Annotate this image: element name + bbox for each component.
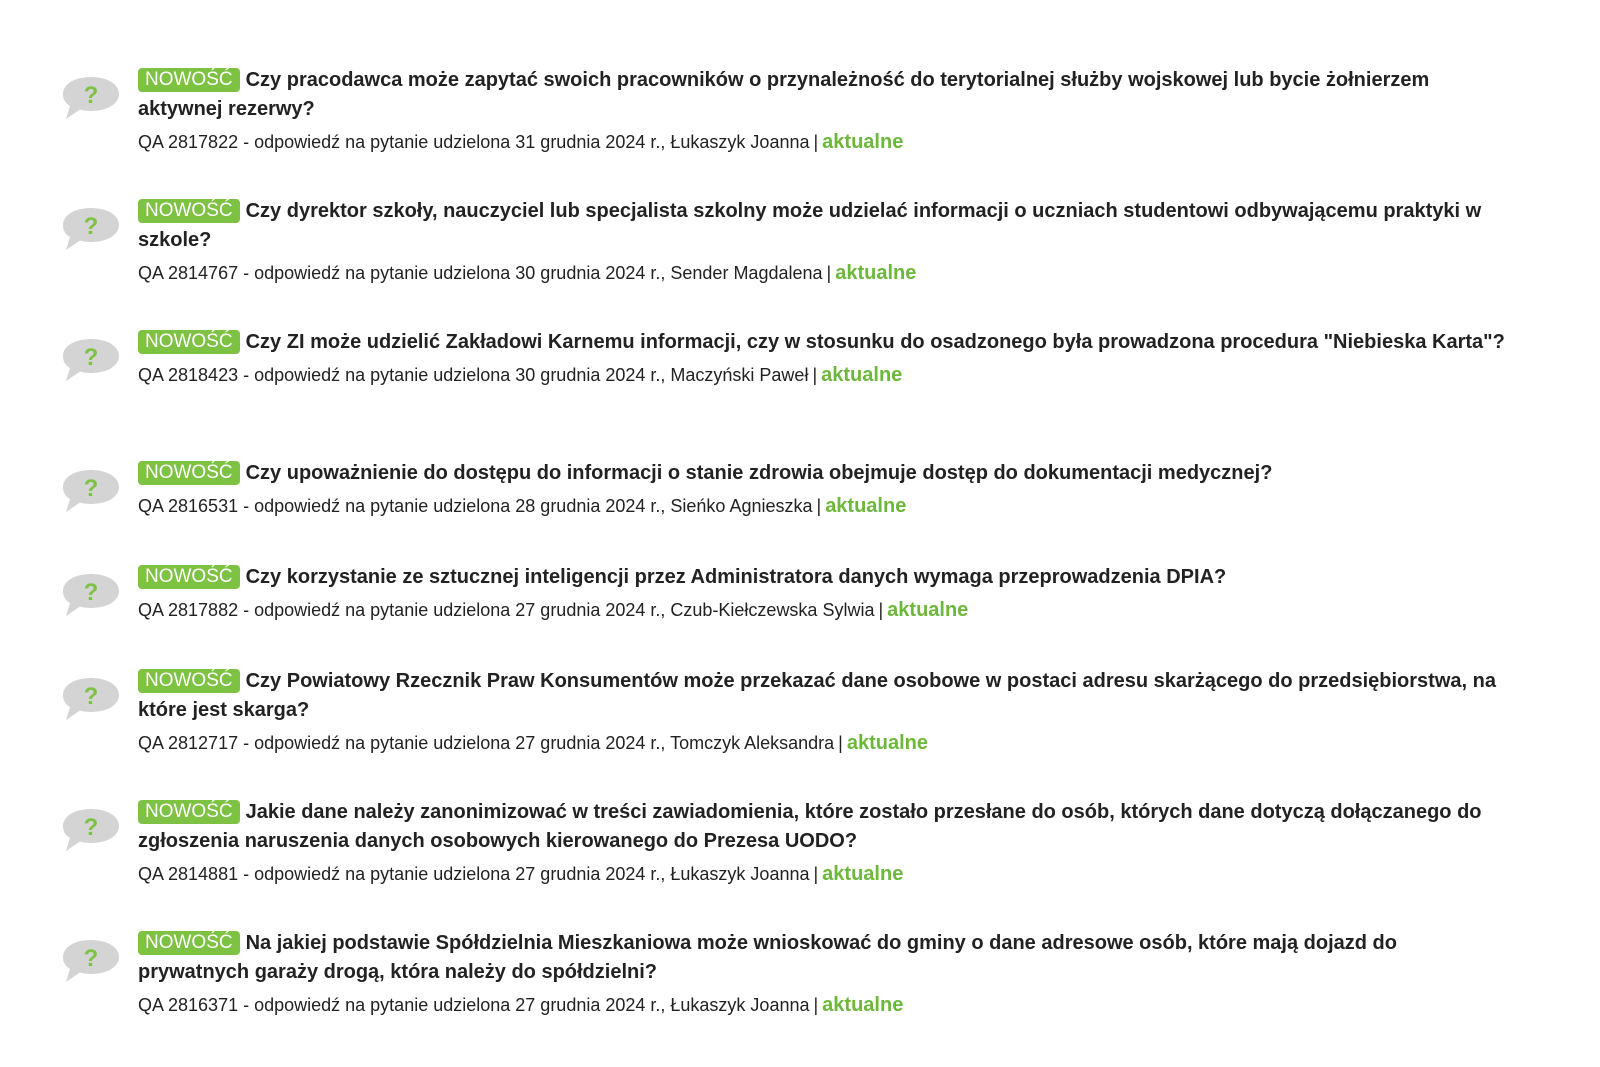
- status-link[interactable]: aktualne: [821, 364, 903, 386]
- qa-title-link[interactable]: Czy korzystanie ze sztucznej inteligencji przez Administratora danych wymaga przeprowadzenia DPIA?: [245, 566, 1227, 588]
- question-bubble-icon: [60, 937, 122, 985]
- qa-meta: [138, 260, 1508, 286]
- qa-meta-text: QA 2816531 - odpowiedź na pytanie udzielona 28 grudnia 2024 r., Sieńko Agnieszka: [138, 496, 813, 516]
- status-link[interactable]: aktualne: [822, 994, 904, 1016]
- status-link[interactable]: aktualne: [825, 495, 907, 517]
- question-bubble-icon: [60, 336, 122, 384]
- status-link[interactable]: aktualne: [846, 732, 928, 754]
- svg-text:?: ?: [83, 814, 99, 841]
- new-badge: NOWOŚĆ: [138, 199, 240, 223]
- svg-text:?: ?: [83, 683, 99, 710]
- svg-text:?: ?: [83, 945, 99, 972]
- qa-meta: [138, 493, 1508, 519]
- qa-title-link[interactable]: Jakie dane należy zanonimizować w treści zawiadomienia, które zostało przesłane do osób, których dane dotyczą dołączanego do zgłoszenia naruszenia danych osobowych kierowanego do Prezesa UODO?: [138, 801, 1482, 852]
- question-bubble-icon: [60, 467, 122, 515]
- list-item: [0, 667, 1600, 798]
- qa-title: [138, 66, 1508, 124]
- qa-meta: [138, 992, 1508, 1018]
- qa-meta: [138, 362, 1508, 388]
- list-item: [0, 66, 1600, 197]
- new-badge: NOWOŚĆ: [138, 800, 240, 824]
- svg-text:?: ?: [83, 475, 99, 502]
- qa-meta: [138, 861, 1508, 887]
- new-badge: NOWOŚĆ: [138, 461, 240, 485]
- qa-meta-text: QA 2812717 - odpowiedź na pytanie udzielona 27 grudnia 2024 r., Tomczyk Aleksandra: [138, 733, 835, 753]
- qa-meta-text: QA 2817882 - odpowiedź na pytanie udzielona 27 grudnia 2024 r., Czub-Kiełczewska Sylwia: [138, 600, 875, 620]
- qa-body: [138, 563, 1508, 623]
- qa-meta: [138, 597, 1508, 623]
- new-badge: NOWOŚĆ: [138, 330, 240, 354]
- qa-meta-text: QA 2817822 - odpowiedź na pytanie udzielona 31 grudnia 2024 r., Łukaszyk Joanna: [138, 132, 810, 152]
- meta-separator: |: [816, 496, 822, 516]
- qa-title-link[interactable]: Na jakiej podstawie Spółdzielnia Mieszkaniowa może wnioskować do gminy o dane adresowe osób, które mają dojazd do prywatnych garaży drogą, która należy do spółdzielni?: [138, 932, 1397, 983]
- qa-title: [138, 459, 1508, 488]
- qa-title-link[interactable]: Czy Powiatowy Rzecznik Praw Konsumentów może przekazać dane osobowe w postaci adresu skarżącego do przedsiębiorstwa, na które jest skarga?: [138, 670, 1496, 721]
- qa-body: [138, 798, 1508, 887]
- question-bubble-icon: [60, 675, 122, 723]
- qa-title: [138, 563, 1508, 592]
- qa-title-link[interactable]: Czy upoważnienie do dostępu do informacji o stanie zdrowia obejmuje dostęp do dokumentacji medycznej?: [245, 462, 1273, 484]
- meta-separator: |: [813, 864, 819, 884]
- qa-meta: [138, 730, 1508, 756]
- new-badge: NOWOŚĆ: [138, 669, 240, 693]
- svg-text:?: ?: [83, 213, 99, 240]
- svg-text:?: ?: [83, 579, 99, 606]
- status-link[interactable]: aktualne: [835, 262, 917, 284]
- question-bubble-icon: [60, 806, 122, 854]
- qa-body: [138, 197, 1508, 286]
- question-bubble-icon: [60, 571, 122, 619]
- qa-title-link[interactable]: Czy ZI może udzielić Zakładowi Karnemu informacji, czy w stosunku do osadzonego była prowadzona procedura "Niebieska Karta"?: [245, 331, 1505, 353]
- qa-title-link[interactable]: Czy dyrektor szkoły, nauczyciel lub specjalista szkolny może udzielać informacji o uczniach studentowi odbywającemu praktyki w szkole?: [138, 200, 1482, 251]
- qa-body: [138, 328, 1508, 388]
- list-item: [0, 459, 1600, 563]
- qa-meta: [138, 129, 1508, 155]
- question-bubble-icon: [60, 74, 122, 122]
- qa-body: [138, 66, 1508, 155]
- new-badge: NOWOŚĆ: [138, 565, 240, 589]
- qa-body: [138, 459, 1508, 519]
- meta-separator: |: [878, 600, 884, 620]
- status-link[interactable]: aktualne: [822, 131, 904, 153]
- qa-meta-text: QA 2814767 - odpowiedź na pytanie udzielona 30 grudnia 2024 r., Sender Magdalena: [138, 263, 823, 283]
- status-link[interactable]: aktualne: [887, 599, 969, 621]
- qa-title: [138, 667, 1508, 725]
- meta-separator: |: [813, 132, 819, 152]
- list-item: [0, 197, 1600, 328]
- qa-title: [138, 798, 1508, 856]
- qa-title: [138, 929, 1508, 987]
- list-item: [0, 929, 1600, 1060]
- status-link[interactable]: aktualne: [822, 863, 904, 885]
- qa-meta-text: QA 2818423 - odpowiedź na pytanie udzielona 30 grudnia 2024 r., Maczyński Paweł: [138, 365, 809, 385]
- svg-text:?: ?: [83, 344, 99, 371]
- qa-title: [138, 328, 1508, 357]
- meta-separator: |: [812, 365, 818, 385]
- qa-meta-text: QA 2816371 - odpowiedź na pytanie udzielona 27 grudnia 2024 r., Łukaszyk Joanna: [138, 995, 810, 1015]
- qa-meta-text: QA 2814881 - odpowiedź na pytanie udzielona 27 grudnia 2024 r., Łukaszyk Joanna: [138, 864, 810, 884]
- qa-title-link[interactable]: Czy pracodawca może zapytać swoich pracowników o przynależność do terytorialnej służby wojskowej lub bycie żołnierzem aktywnej rezerwy?: [138, 69, 1430, 120]
- list-item: [0, 563, 1600, 667]
- list-item: [0, 328, 1600, 459]
- qa-body: [138, 667, 1508, 756]
- qa-title: [138, 197, 1508, 255]
- new-badge: NOWOŚĆ: [138, 68, 240, 92]
- new-badge: NOWOŚĆ: [138, 931, 240, 955]
- question-bubble-icon: [60, 205, 122, 253]
- qa-body: [138, 929, 1508, 1018]
- list-item: [0, 798, 1600, 929]
- svg-text:?: ?: [83, 82, 99, 109]
- meta-separator: |: [826, 263, 832, 283]
- meta-separator: |: [813, 995, 819, 1015]
- meta-separator: |: [838, 733, 843, 753]
